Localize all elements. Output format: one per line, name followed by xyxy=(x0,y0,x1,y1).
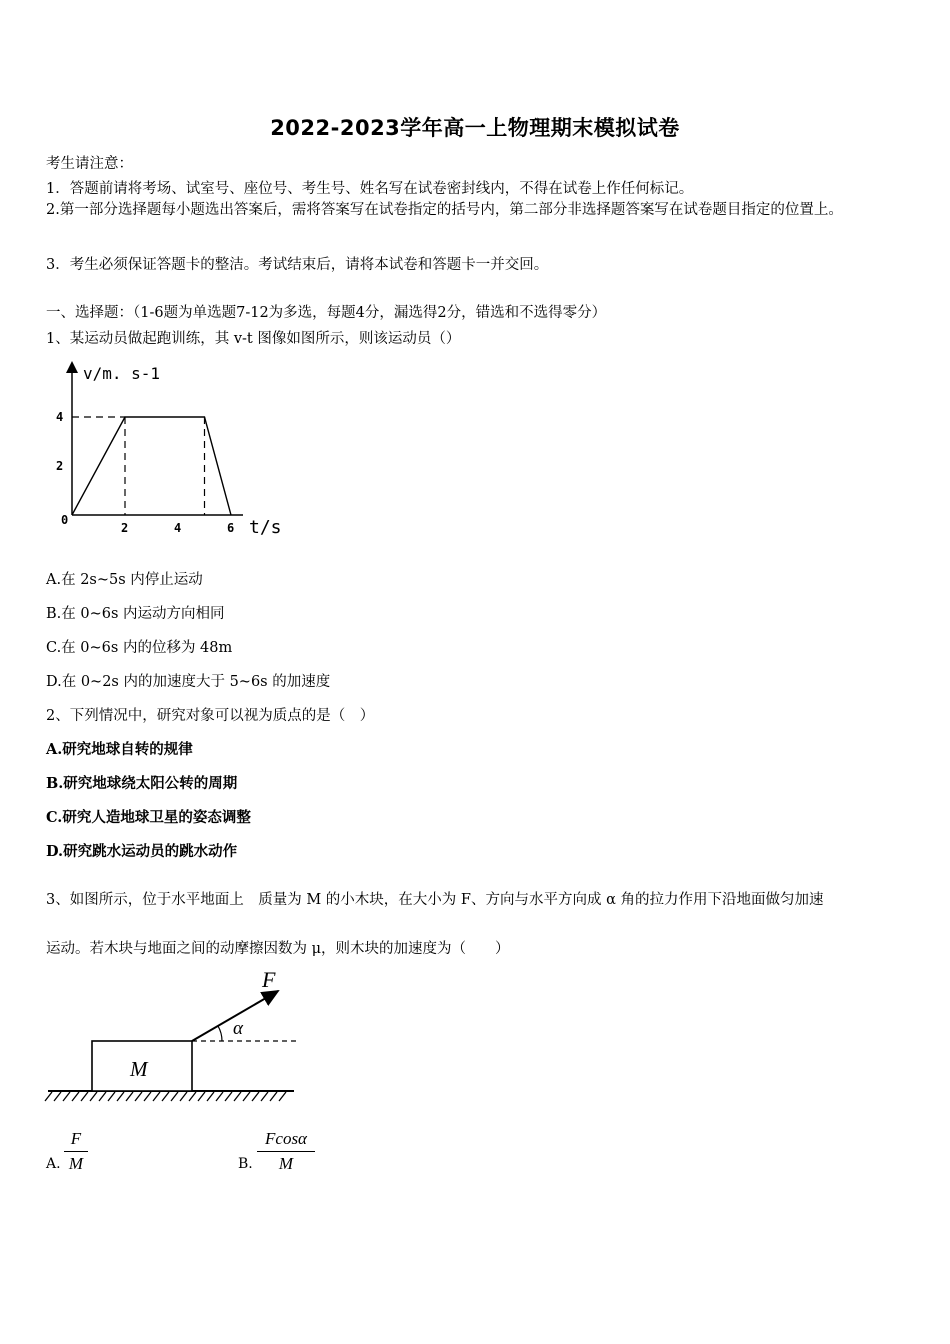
hatch-mark xyxy=(135,1092,142,1101)
q3-stem-line1: 3、如图所示，位于水平地面上 质量为 M 的小木块，在大小为 F、方向与水平方向成 α 角的拉力作用下沿地面做匀加速 xyxy=(46,892,824,908)
q1-option-c[interactable]: C.在 0~6s 内的位移为 48m xyxy=(46,640,233,656)
q3-option-b-fraction[interactable] xyxy=(257,1129,315,1174)
force-label: F xyxy=(262,967,276,992)
hatch-mark xyxy=(45,1092,52,1101)
q1-option-b[interactable]: B.在 0~6s 内运动方向相同 xyxy=(46,606,225,622)
block-label: M xyxy=(130,1057,148,1081)
hatch-mark xyxy=(108,1092,115,1101)
hatch-mark xyxy=(72,1092,79,1101)
hatch-mark xyxy=(243,1092,250,1101)
y-axis-label: v/m. s-1 xyxy=(83,364,161,383)
q2-option-c[interactable]: C.研究人造地球卫星的姿态调整 xyxy=(46,809,251,826)
hatch-mark xyxy=(225,1092,232,1101)
vt-chart xyxy=(50,355,310,545)
hatch-mark xyxy=(207,1092,214,1101)
hatch-mark xyxy=(270,1092,277,1101)
q3-option-b-label[interactable]: B. xyxy=(238,1156,253,1172)
hatch-mark xyxy=(117,1092,124,1101)
hatch-mark xyxy=(171,1092,178,1101)
hatch-mark xyxy=(279,1092,286,1101)
x-axis-label: t/s xyxy=(249,517,282,538)
hatch-mark xyxy=(180,1092,187,1101)
q2-option-b[interactable]: B.研究地球绕太阳公转的周期 xyxy=(46,775,238,792)
q2-option-a[interactable]: A.研究地球自转的规律 xyxy=(46,741,193,758)
notice-item-1: 1．答题前请将考场、试室号、座位号、考生号、姓名写在试卷密封线内，不得在试卷上作任何标记。 xyxy=(46,181,694,197)
block-diagram xyxy=(44,965,314,1115)
hatch-mark xyxy=(216,1092,223,1101)
hatch-mark xyxy=(126,1092,133,1101)
q3-option-a-denominator: M xyxy=(68,1154,84,1173)
hatch-mark xyxy=(261,1092,268,1101)
hatch-mark xyxy=(144,1092,151,1101)
hatch-mark xyxy=(234,1092,241,1101)
hatch-mark xyxy=(54,1092,61,1101)
x-tick-label-4: 4 xyxy=(174,521,182,535)
notice-heading: 考生请注意： xyxy=(46,156,133,172)
q1-option-d[interactable]: D.在 0~2s 内的加速度大于 5~6s 的加速度 xyxy=(46,674,331,690)
hatch-mark xyxy=(90,1092,97,1101)
q2-option-d[interactable]: D.研究跳水运动员的跳水动作 xyxy=(46,843,238,860)
page-title: 2022-2023学年高一上物理期末模拟试卷 xyxy=(270,116,680,140)
q3-option-a-fraction[interactable] xyxy=(64,1129,88,1174)
y-tick-label-2: 2 xyxy=(56,459,64,473)
q3-option-b-denominator: M xyxy=(278,1154,294,1173)
ground-hatching xyxy=(45,1092,286,1101)
hatch-mark xyxy=(153,1092,160,1101)
angle-arc xyxy=(218,1026,222,1041)
notice-item-3: 3．考生必须保证答题卡的整洁。考试结束后，请将本试卷和答题卡一并交回。 xyxy=(46,257,549,273)
q1-stem: 1、某运动员做起跑训练，其 v-t 图像如图所示，则该运动员（） xyxy=(46,331,461,347)
hatch-mark xyxy=(189,1092,196,1101)
x-tick-label-2: 2 xyxy=(121,521,129,535)
hatch-mark xyxy=(81,1092,88,1101)
hatch-mark xyxy=(63,1092,70,1101)
q3-option-b-numerator: Fcosα xyxy=(257,1129,315,1152)
q3-stem-line2: 运动。若木块与地面之间的动摩擦因数为 μ，则木块的加速度为（ ） xyxy=(46,941,510,957)
q3-option-a-numerator: F xyxy=(64,1129,88,1152)
y-tick-label-4: 4 xyxy=(56,410,64,424)
hatch-mark xyxy=(99,1092,106,1101)
angle-label: α xyxy=(233,1018,243,1039)
x-tick-label-6: 6 xyxy=(227,521,235,535)
hatch-mark xyxy=(252,1092,259,1101)
hatch-mark xyxy=(198,1092,205,1101)
q2-stem: 2、下列情况中，研究对象可以视为质点的是（ ） xyxy=(46,708,375,724)
section-heading: 一、选择题：（1-6题为单选题7-12为多选，每题4分，漏选得2分，错选和不选得零分） xyxy=(46,305,607,321)
hatch-mark xyxy=(162,1092,169,1101)
x-tick-label-0: 0 xyxy=(61,513,69,527)
notice-item-2: 2.第一部分选择题每小题选出答案后，需将答案写在试卷指定的括号内，第二部分非选择题答案写在试卷题目指定的位置上。 xyxy=(46,202,843,218)
q3-option-a-label[interactable]: A. xyxy=(46,1156,61,1172)
q1-option-a[interactable]: A.在 2s~5s 内停止运动 xyxy=(46,572,203,588)
series-line xyxy=(72,417,231,515)
